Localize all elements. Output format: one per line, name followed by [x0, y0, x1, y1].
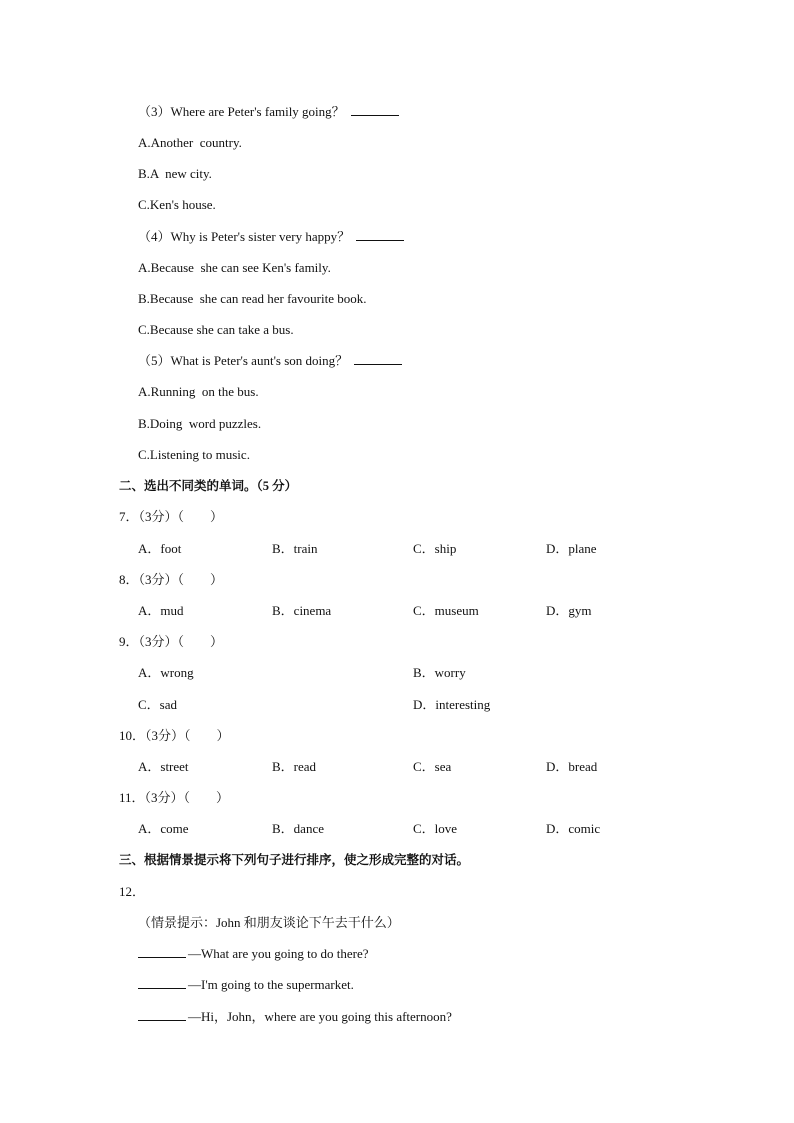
question-3-text: （3）Where are Peter's family going？ — [138, 104, 345, 119]
dialogue-text: —I'm going to the supermarket. — [188, 977, 354, 992]
choice-option[interactable]: C．ship — [413, 541, 457, 556]
choice-option[interactable]: B．train — [272, 541, 318, 556]
option: B.A new city. — [138, 166, 212, 181]
question-stem: 8．（3分）（ ） — [119, 572, 224, 587]
choice-option[interactable]: A．come — [138, 821, 189, 836]
choice-option[interactable]: B．dance — [272, 821, 324, 836]
answer-blank[interactable] — [138, 1009, 186, 1021]
choice-option[interactable]: D．bread — [546, 759, 598, 774]
answer-blank[interactable] — [138, 946, 186, 958]
choice-option[interactable]: A．street — [138, 759, 189, 774]
answer-blank[interactable] — [351, 104, 399, 116]
answer-blank[interactable] — [138, 977, 186, 989]
option: B.Because she can read her favourite book. — [138, 291, 367, 306]
choice-option[interactable]: D．gym — [546, 603, 592, 618]
choice-option[interactable]: D．plane — [546, 541, 597, 556]
option: C.Ken's house. — [138, 197, 216, 212]
choice-option[interactable]: B．worry — [413, 665, 466, 680]
choice-option[interactable]: A．wrong — [138, 665, 194, 680]
option: C.Because she can take a bus. — [138, 322, 294, 337]
choice-option[interactable]: A．foot — [138, 541, 182, 556]
question-3 — [138, 104, 399, 120]
choice-option[interactable]: C．museum — [413, 603, 479, 618]
choice-option[interactable]: A．mud — [138, 603, 184, 618]
question-stem: 11．（3分）（ ） — [119, 790, 230, 805]
option: A.Another country. — [138, 135, 242, 150]
question-4-text: （4）Why is Peter's sister very happy？ — [138, 229, 351, 244]
option: B.Doing word puzzles. — [138, 416, 262, 431]
question-5-text: （5）What is Peter's aunt's son doing？ — [138, 353, 349, 368]
section-heading: 三、根据情景提示将下列句子进行排序，使之形成完整的对话。 — [119, 853, 470, 867]
choice-option[interactable]: C．sea — [413, 759, 452, 774]
choice-option[interactable]: C．sad — [138, 697, 178, 712]
question-number: 12． — [119, 884, 146, 899]
question-stem: 7．（3分）（ ） — [119, 509, 224, 524]
section-heading: 二、选出不同类的单词。（5 分） — [119, 479, 298, 493]
question-4 — [138, 229, 404, 245]
choice-option[interactable]: B．read — [272, 759, 317, 774]
choice-option[interactable]: B．cinema — [272, 603, 332, 618]
dialogue-line — [138, 946, 369, 962]
choice-option[interactable]: C．love — [413, 821, 458, 836]
choice-option[interactable]: D．interesting — [413, 697, 491, 712]
dialogue-line — [138, 1009, 452, 1025]
question-5 — [138, 353, 402, 369]
scenario-hint: （情景提示：John 和朋友谈论下午去干什么） — [138, 915, 400, 930]
answer-blank[interactable] — [354, 353, 402, 365]
option: A.Because she can see Ken's family. — [138, 260, 331, 275]
question-stem: 10．（3分）（ ） — [119, 728, 230, 743]
dialogue-text: —What are you going to do there? — [188, 946, 369, 961]
choice-option[interactable]: D．comic — [546, 821, 601, 836]
question-stem: 9．（3分）（ ） — [119, 634, 224, 649]
dialogue-line — [138, 977, 354, 993]
option: C.Listening to music. — [138, 447, 250, 462]
dialogue-text: —Hi，John，where are you going this afternoon? — [188, 1009, 452, 1024]
option: A.Running on the bus. — [138, 384, 259, 399]
answer-blank[interactable] — [356, 229, 404, 241]
